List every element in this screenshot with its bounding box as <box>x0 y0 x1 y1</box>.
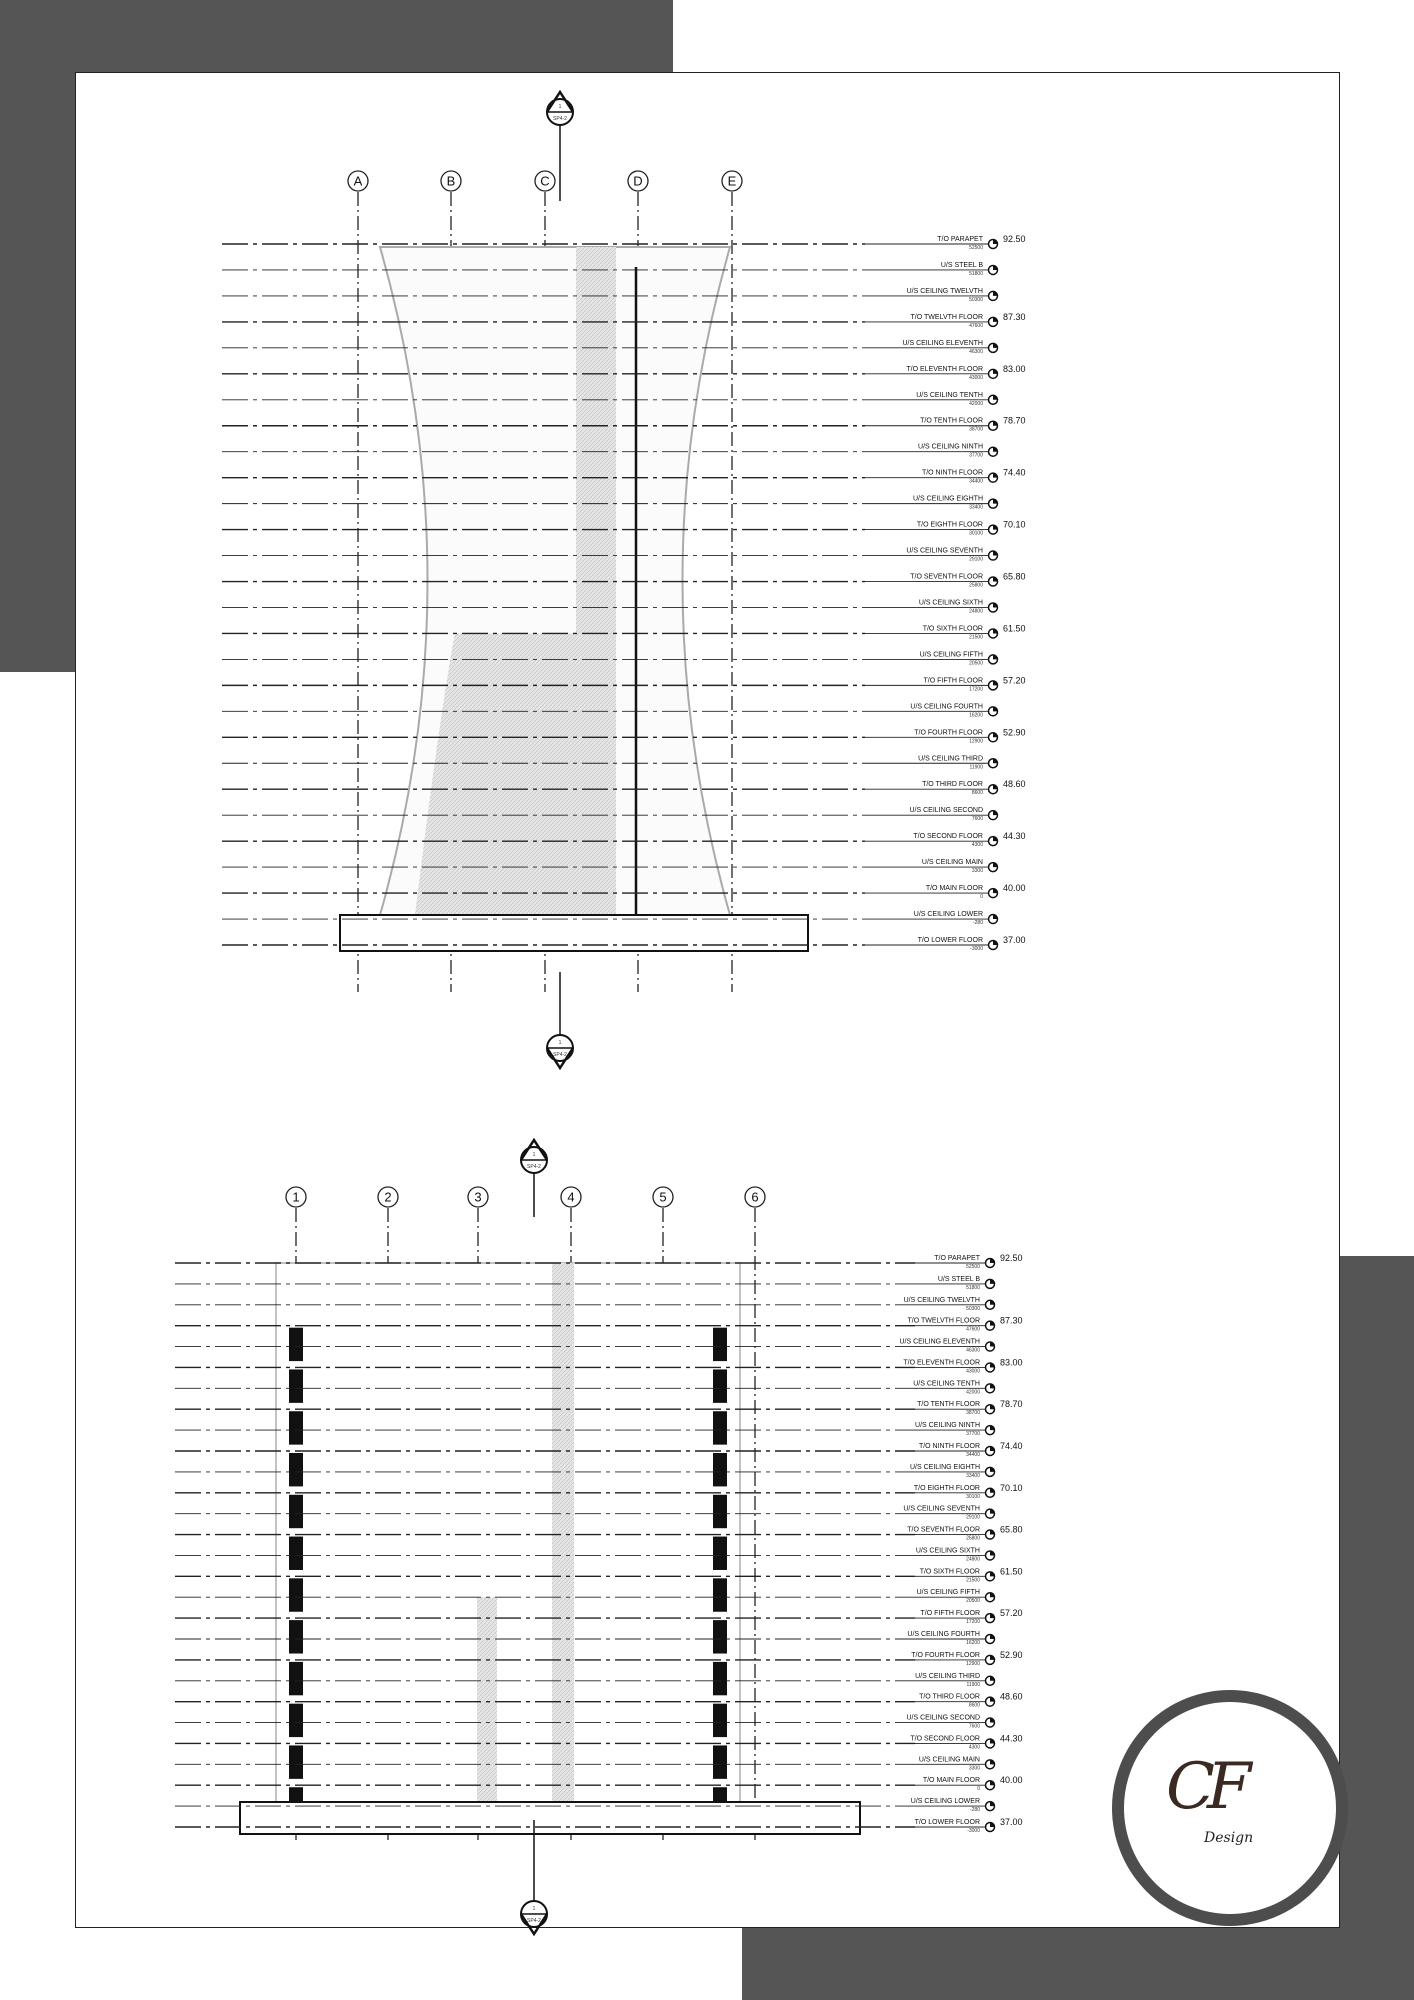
level-name: U/S CEILING SECOND <box>909 807 983 815</box>
section-marker-top <box>547 92 573 125</box>
building-base <box>240 1802 860 1834</box>
level-sub: 50300 <box>969 296 983 303</box>
level-sub: 37700 <box>966 1431 980 1438</box>
level-head-fill <box>990 1635 995 1640</box>
level-value: 78.70 <box>1000 1399 1023 1410</box>
level-sub: 7600 <box>968 1723 980 1730</box>
level-value: 48.60 <box>1003 779 1026 790</box>
level-head-fill <box>993 473 998 478</box>
level-sub: -3000 <box>967 1828 980 1834</box>
level-sub: 51800 <box>966 1284 980 1291</box>
level-name: U/S CEILING NINTH <box>915 1422 980 1430</box>
level-sub: -3000 <box>970 946 983 952</box>
level-value: 48.60 <box>1000 1691 1023 1702</box>
level-value: 52.90 <box>1003 727 1026 738</box>
stair-hatch <box>477 1597 497 1802</box>
level-value: 61.50 <box>1003 623 1026 634</box>
level-head-fill <box>990 1718 995 1723</box>
grid-label-A: A <box>353 173 363 189</box>
level-name: T/O SECOND FLOOR <box>913 833 983 841</box>
level-value: 52.90 <box>1000 1649 1023 1660</box>
level-head-fill <box>993 551 998 556</box>
level-sub: 30100 <box>966 1493 980 1500</box>
level-sub: 29100 <box>969 556 983 563</box>
level-sub: 25800 <box>969 582 983 589</box>
level-head-fill <box>993 421 998 426</box>
level-sub: 47600 <box>966 1326 980 1333</box>
level-name: T/O TENTH FLOOR <box>920 417 983 425</box>
level-head-fill <box>990 1823 995 1828</box>
balcony-block-1 <box>713 1745 727 1778</box>
level-head-fill <box>990 1363 995 1368</box>
level-name: T/O ELEVENTH FLOOR <box>906 365 983 373</box>
level-head-fill <box>990 1802 995 1807</box>
level-sub: 20500 <box>969 660 983 667</box>
level-name: U/S CEILING TWELVTH <box>906 287 983 295</box>
level-head-fill <box>993 603 998 608</box>
level-head-fill <box>993 447 998 452</box>
level-name: U/S CEILING TENTH <box>913 1380 980 1388</box>
level-name: U/S CEILING FOURTH <box>907 1631 980 1638</box>
level-name: U/S CEILING EIGHTH <box>909 1463 980 1471</box>
level-head-fill <box>990 1530 995 1535</box>
level-sub: 34400 <box>966 1452 980 1458</box>
level-sub: 4300 <box>968 1744 980 1751</box>
level-name: T/O FIFTH FLOOR <box>920 1610 980 1618</box>
grid-label-E: E <box>727 173 737 189</box>
level-sub: 43000 <box>969 374 983 381</box>
level-name: T/O PARAPET <box>934 1255 980 1262</box>
level-sub: 0 <box>977 1786 980 1793</box>
level-sub: 3300 <box>968 1765 980 1772</box>
level-sub: 29100 <box>966 1514 980 1521</box>
grid-label-B: B <box>446 173 456 189</box>
level-sub: 16200 <box>966 1640 980 1646</box>
level-name: U/S CEILING SEVENTH <box>906 547 983 555</box>
level-sub: 24800 <box>969 608 983 615</box>
section-marker-bottom: SP4-2 <box>527 1164 541 1170</box>
level-value: 74.40 <box>1000 1441 1023 1451</box>
level-sub: 30100 <box>969 530 983 537</box>
section-marker-bottom: SP4-2 <box>527 1918 541 1924</box>
level-head-fill <box>993 733 998 738</box>
level-head-fill <box>990 1279 995 1284</box>
level-sub: 17200 <box>969 686 983 693</box>
level-name: U/S CEILING SECOND <box>906 1714 980 1722</box>
level-head-fill <box>990 1384 995 1389</box>
level-sub: 21500 <box>966 1577 980 1584</box>
level-sub: 42000 <box>969 400 983 407</box>
balcony-block-0 <box>289 1745 303 1778</box>
level-head-fill <box>993 240 998 245</box>
level-value: 57.20 <box>1000 1608 1023 1619</box>
level-value: 83.00 <box>1000 1357 1023 1368</box>
level-value: 61.50 <box>1000 1566 1023 1577</box>
level-sub: 7600 <box>971 816 983 823</box>
level-name: T/O LOWER FLOOR <box>917 937 983 944</box>
level-name: T/O TENTH FLOOR <box>917 1401 980 1409</box>
elevation-b <box>175 1140 1023 1934</box>
level-name: T/O PARAPET <box>937 236 983 243</box>
grid-label-6: 6 <box>751 1189 759 1205</box>
section-marker-bottom: SP4-2 <box>553 116 567 122</box>
level-name: T/O EIGHTH FLOOR <box>913 1484 980 1492</box>
level-name: U/S CEILING LOWER <box>910 1798 980 1806</box>
level-value: 78.70 <box>1003 415 1026 426</box>
level-sub: -280 <box>969 1807 980 1814</box>
level-sub: 33400 <box>969 504 983 511</box>
balcony-block-1 <box>713 1453 727 1486</box>
level-name: U/S CEILING FOURTH <box>910 703 983 711</box>
level-name: T/O MAIN FLOOR <box>922 1777 980 1785</box>
level-head-fill <box>990 1321 995 1326</box>
level-name: T/O EIGHTH FLOOR <box>916 521 983 529</box>
level-sub: 0 <box>980 894 983 901</box>
level-head-fill <box>993 525 998 530</box>
grid-label-4: 4 <box>567 1189 575 1205</box>
level-sub: 8600 <box>968 1702 980 1709</box>
grid-label-C: C <box>540 173 550 189</box>
level-value: 44.30 <box>1000 1733 1023 1744</box>
level-value: 70.10 <box>1000 1482 1023 1493</box>
level-sub: 34400 <box>969 478 983 485</box>
level-head-fill <box>990 1467 995 1472</box>
building-outline <box>276 1263 740 1802</box>
level-head-fill <box>990 1551 995 1556</box>
level-sub: 37700 <box>969 452 983 459</box>
section-marker-top: 1 <box>558 104 562 110</box>
level-sub: 46300 <box>966 1347 980 1354</box>
level-name: U/S STEEL B <box>940 261 983 269</box>
balcony-block-0 <box>289 1369 303 1402</box>
level-value: 92.50 <box>1000 1253 1023 1263</box>
level-name: U/S CEILING TWELVTH <box>903 1296 980 1304</box>
level-head-fill <box>993 889 998 894</box>
level-name: U/S CEILING NINTH <box>918 443 983 451</box>
level-sub: 11900 <box>969 764 983 771</box>
logo-mark: CF <box>1166 1750 1244 1824</box>
level-head-fill <box>993 837 998 842</box>
section-marker-bottom: SP4-2 <box>553 1052 567 1058</box>
grid-label-1: 1 <box>292 1189 300 1205</box>
level-name: U/S CEILING EIGHTH <box>912 495 983 503</box>
balcony-block-0 <box>289 1495 303 1528</box>
level-sub: 12900 <box>969 738 983 745</box>
balcony-block-0 <box>289 1578 303 1611</box>
level-head-fill <box>993 707 998 712</box>
level-head-fill <box>990 1426 995 1431</box>
level-sub: 42000 <box>966 1389 980 1396</box>
level-sub: 50300 <box>966 1305 980 1312</box>
level-sub: 21500 <box>969 634 983 641</box>
level-name: T/O SIXTH FLOOR <box>919 1568 980 1576</box>
balcony-block-1 <box>713 1328 727 1361</box>
level-sub: 11900 <box>966 1681 980 1688</box>
balcony-block-0 <box>289 1453 303 1486</box>
level-name: U/S CEILING TENTH <box>916 391 983 399</box>
level-head-fill <box>993 759 998 764</box>
level-head-fill <box>990 1300 995 1305</box>
level-name: T/O SEVENTH FLOOR <box>910 573 983 581</box>
balcony-block-0 <box>289 1620 303 1653</box>
section-marker-top: 1 <box>532 1152 536 1158</box>
balcony-block-1 <box>713 1704 727 1737</box>
level-name: U/S CEILING THIRD <box>918 755 983 763</box>
balcony-block-0 <box>289 1704 303 1737</box>
balcony-block-1 <box>713 1369 727 1402</box>
section-marker-top: 1 <box>558 1040 562 1046</box>
level-name: U/S CEILING SIXTH <box>918 599 983 607</box>
level-value: 87.30 <box>1003 311 1026 322</box>
level-sub: 52500 <box>969 245 983 251</box>
level-head-fill <box>990 1342 995 1347</box>
level-head-fill <box>993 811 998 816</box>
level-value: 40.00 <box>1003 883 1026 894</box>
balcony-block-1 <box>713 1411 727 1444</box>
level-head-fill <box>990 1655 995 1660</box>
level-sub: 17200 <box>966 1619 980 1626</box>
balcony-block-0 <box>289 1662 303 1695</box>
level-head-fill <box>993 499 998 504</box>
level-sub: -280 <box>972 920 983 927</box>
level-name: U/S CEILING FIFTH <box>916 1589 980 1597</box>
level-sub: 3300 <box>971 868 983 875</box>
section-marker-bottom <box>521 1901 547 1934</box>
level-head-fill <box>993 915 998 920</box>
balcony-block-1 <box>713 1495 727 1528</box>
level-value: 87.30 <box>1000 1315 1023 1326</box>
level-value: 65.80 <box>1003 571 1026 582</box>
level-sub: 47600 <box>969 322 983 329</box>
level-value: 40.00 <box>1000 1775 1023 1786</box>
level-sub: 4300 <box>971 842 983 849</box>
level-name: U/S CEILING LOWER <box>913 911 983 919</box>
level-value: 57.20 <box>1003 675 1026 686</box>
level-value: 37.00 <box>1000 1817 1023 1827</box>
level-head-fill <box>990 1593 995 1598</box>
grid-label-5: 5 <box>659 1189 667 1205</box>
level-sub: 51800 <box>969 270 983 277</box>
section-marker-top <box>521 1140 547 1173</box>
level-name: T/O THIRD FLOOR <box>919 1693 980 1701</box>
level-head-fill <box>993 785 998 790</box>
level-head-fill <box>993 941 998 946</box>
core-hatch <box>552 1263 574 1802</box>
level-head-fill <box>993 681 998 686</box>
core-hatch <box>576 247 616 659</box>
level-sub: 38700 <box>969 426 983 433</box>
level-name: T/O NINTH FLOOR <box>918 1443 980 1450</box>
elevation-a <box>222 92 1026 1068</box>
level-head-fill <box>990 1676 995 1681</box>
level-value: 74.40 <box>1003 467 1026 478</box>
level-name: U/S CEILING ELEVENTH <box>902 339 983 347</box>
level-name: T/O FIFTH FLOOR <box>923 677 983 685</box>
level-head-fill <box>990 1697 995 1702</box>
level-head-fill <box>993 291 998 296</box>
level-name: U/S CEILING MAIN <box>918 1756 980 1764</box>
level-value: 83.00 <box>1003 363 1026 374</box>
section-marker-bottom <box>547 1035 573 1068</box>
level-sub: 16200 <box>969 712 983 719</box>
level-head-fill <box>993 863 998 868</box>
level-name: T/O FOURTH FLOOR <box>914 729 983 737</box>
level-name: T/O TWELVTH FLOOR <box>907 1317 980 1325</box>
section-marker-top: 1 <box>532 1906 536 1912</box>
level-name: U/S CEILING SIXTH <box>915 1547 980 1555</box>
level-name: T/O NINTH FLOOR <box>921 469 983 477</box>
level-sub: 24800 <box>966 1556 980 1563</box>
logo-badge <box>1112 1690 1348 1926</box>
grid-label-3: 3 <box>474 1189 482 1205</box>
level-head-fill <box>993 317 998 322</box>
level-name: U/S CEILING MAIN <box>921 859 983 867</box>
level-head-fill <box>990 1739 995 1744</box>
level-sub: 20500 <box>966 1598 980 1605</box>
balcony-block-1 <box>713 1620 727 1653</box>
level-sub: 38700 <box>966 1410 980 1417</box>
level-sub: 12900 <box>966 1660 980 1667</box>
level-name: T/O LOWER FLOOR <box>914 1819 980 1826</box>
level-sub: 43000 <box>966 1368 980 1375</box>
level-head-fill <box>993 395 998 400</box>
level-name: T/O SIXTH FLOOR <box>922 625 983 633</box>
level-value: 70.10 <box>1003 519 1026 530</box>
level-head-fill <box>993 369 998 374</box>
level-name: U/S CEILING SEVENTH <box>903 1505 980 1513</box>
level-name: T/O TWELVTH FLOOR <box>910 313 983 321</box>
balcony-block-1 <box>713 1662 727 1695</box>
level-value: 37.00 <box>1003 935 1026 945</box>
grid-label-D: D <box>633 173 643 189</box>
level-name: T/O MAIN FLOOR <box>925 885 983 893</box>
level-sub: 52500 <box>966 1264 980 1270</box>
level-head-fill <box>990 1781 995 1786</box>
level-name: T/O ELEVENTH FLOOR <box>903 1359 980 1367</box>
level-value: 44.30 <box>1003 831 1026 842</box>
level-head-fill <box>990 1405 995 1410</box>
level-name: T/O FOURTH FLOOR <box>911 1651 980 1659</box>
level-head-fill <box>990 1572 995 1577</box>
level-head-fill <box>993 577 998 582</box>
logo-word: Design <box>1204 1830 1254 1846</box>
level-name: U/S STEEL B <box>937 1275 980 1283</box>
level-head-fill <box>993 343 998 348</box>
level-value: 92.50 <box>1003 234 1026 244</box>
balcony-block-1 <box>713 1578 727 1611</box>
level-sub: 46300 <box>969 348 983 355</box>
level-name: T/O SECOND FLOOR <box>910 1735 980 1743</box>
balcony-block-0 <box>289 1411 303 1444</box>
level-name: U/S CEILING FIFTH <box>919 651 983 659</box>
level-sub: 8600 <box>971 790 983 797</box>
level-head-fill <box>990 1259 995 1264</box>
level-name: T/O SEVENTH FLOOR <box>907 1526 980 1534</box>
level-sub: 33400 <box>966 1472 980 1479</box>
level-head-fill <box>993 265 998 270</box>
level-head-fill <box>990 1488 995 1493</box>
level-head-fill <box>990 1447 995 1452</box>
balcony-block-0 <box>289 1328 303 1361</box>
level-head-fill <box>993 629 998 634</box>
balcony-block-1 <box>713 1537 727 1570</box>
level-name: U/S CEILING ELEVENTH <box>899 1338 980 1346</box>
level-head-fill <box>990 1614 995 1619</box>
level-sub: 25800 <box>966 1535 980 1542</box>
level-head-fill <box>990 1760 995 1765</box>
level-name: T/O THIRD FLOOR <box>922 781 983 789</box>
level-head-fill <box>993 655 998 660</box>
level-name: U/S CEILING THIRD <box>915 1672 980 1680</box>
level-head-fill <box>990 1509 995 1514</box>
grid-label-2: 2 <box>384 1189 392 1205</box>
balcony-block-0 <box>289 1537 303 1570</box>
level-value: 65.80 <box>1000 1524 1023 1535</box>
